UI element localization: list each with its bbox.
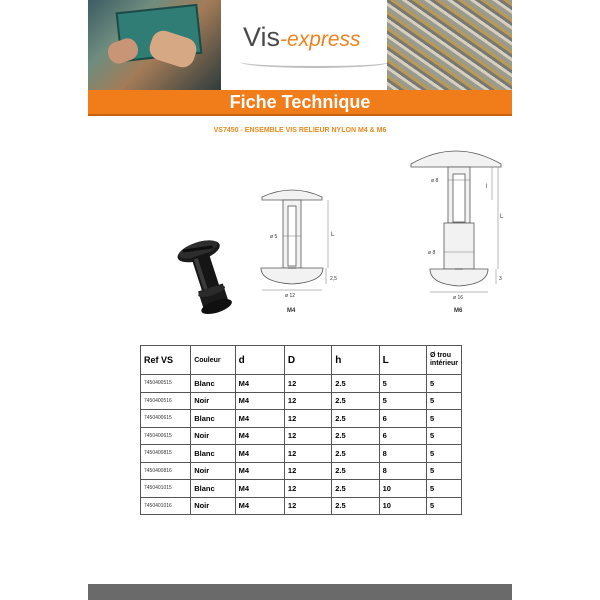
table-row bbox=[141, 410, 462, 428]
table-row bbox=[141, 392, 462, 410]
cell-trou: 5 bbox=[426, 462, 461, 480]
cell-couleur: Blanc bbox=[191, 480, 235, 498]
m4-h-label: 2,5 bbox=[330, 276, 337, 282]
cell-h: 2.5 bbox=[332, 480, 379, 498]
cell-d: M4 bbox=[235, 497, 284, 515]
cell-trou: 5 bbox=[426, 480, 461, 498]
cell-h: 2.5 bbox=[332, 375, 379, 393]
trou-line2: intérieur bbox=[429, 360, 458, 367]
cell-trou: 5 bbox=[426, 392, 461, 410]
cell-L: 10 bbox=[379, 497, 426, 515]
screws-pile-photo bbox=[387, 0, 512, 90]
footer-bar bbox=[88, 584, 512, 600]
table-header-row bbox=[141, 346, 462, 375]
cell-h: 2.5 bbox=[332, 392, 379, 410]
header-banner bbox=[88, 0, 512, 90]
table-row bbox=[141, 480, 462, 498]
cell-trou: 5 bbox=[426, 445, 461, 463]
cell-D: 12 bbox=[284, 497, 331, 515]
m4-name: M4 bbox=[287, 308, 296, 314]
cell-ref: 7450401016 bbox=[141, 497, 191, 515]
cell-L: 5 bbox=[379, 375, 426, 393]
cell-D: 12 bbox=[284, 375, 331, 393]
m4-d-label: ø 5 bbox=[270, 234, 278, 240]
cell-trou: 5 bbox=[426, 427, 461, 445]
m6-D-label: ø 16 bbox=[453, 295, 464, 301]
cell-h: 2.5 bbox=[332, 410, 379, 428]
brand-accent: -express bbox=[280, 28, 361, 51]
cell-ref: 7450401015 bbox=[141, 480, 191, 498]
cell-couleur: Blanc bbox=[191, 375, 235, 393]
table-row bbox=[141, 497, 462, 515]
cell-D: 12 bbox=[284, 427, 331, 445]
cell-L: 5 bbox=[379, 392, 426, 410]
cell-L: 6 bbox=[379, 410, 426, 428]
table-row bbox=[141, 445, 462, 463]
m6-L-label: L bbox=[500, 214, 504, 220]
cell-d: M4 bbox=[235, 427, 284, 445]
cell-d: M4 bbox=[235, 375, 284, 393]
cell-ref: 7450400516 bbox=[141, 392, 191, 410]
m6-h-label: 3 bbox=[499, 276, 502, 282]
cell-h: 2.5 bbox=[332, 445, 379, 463]
cell-d: M4 bbox=[235, 462, 284, 480]
cell-d: M4 bbox=[235, 445, 284, 463]
m4-L-label: L bbox=[331, 232, 335, 238]
col-header-D: D bbox=[284, 346, 331, 375]
product-subtitle: VS7450 - ENSEMBLE VIS RELIEUR NYLON M4 & M6 bbox=[213, 127, 387, 134]
cell-couleur: Noir bbox=[191, 497, 235, 515]
cell-trou: 5 bbox=[426, 410, 461, 428]
cell-ref: 7450400615 bbox=[141, 410, 191, 428]
electronics-workbench-photo bbox=[88, 0, 221, 90]
col-header-couleur: Couleur bbox=[191, 346, 235, 375]
cell-ref: 7450400615 bbox=[141, 427, 191, 445]
logo-swoosh bbox=[240, 56, 390, 68]
cell-D: 12 bbox=[284, 410, 331, 428]
m4-D-label: ø 12 bbox=[285, 293, 296, 299]
cell-L: 6 bbox=[379, 427, 426, 445]
table-row bbox=[141, 427, 462, 445]
cell-L: 10 bbox=[379, 480, 426, 498]
cell-couleur: Noir bbox=[191, 427, 235, 445]
cell-D: 12 bbox=[284, 392, 331, 410]
m6-d-label: ø 8 bbox=[428, 250, 436, 256]
cell-L: 8 bbox=[379, 462, 426, 480]
technical-diagram bbox=[248, 140, 508, 320]
cell-h: 2.5 bbox=[332, 462, 379, 480]
m6-name: M6 bbox=[454, 308, 463, 314]
col-header-trou bbox=[426, 346, 461, 375]
brand-logo bbox=[243, 22, 361, 53]
cell-ref: 7450400816 bbox=[141, 462, 191, 480]
spec-table bbox=[140, 345, 462, 515]
brand-main: Vis bbox=[243, 22, 281, 52]
table-row bbox=[141, 375, 462, 393]
cell-couleur: Noir bbox=[191, 392, 235, 410]
cell-couleur: Blanc bbox=[191, 445, 235, 463]
cell-couleur: Noir bbox=[191, 462, 235, 480]
col-header-L: L bbox=[379, 346, 426, 375]
cell-D: 12 bbox=[284, 462, 331, 480]
cell-D: 12 bbox=[284, 445, 331, 463]
col-header-ref: Ref VS bbox=[141, 346, 191, 375]
cell-d: M4 bbox=[235, 410, 284, 428]
m6-dtop-label: ø 8 bbox=[431, 178, 439, 184]
cell-ref: 7450400815 bbox=[141, 445, 191, 463]
cell-d: M4 bbox=[235, 392, 284, 410]
cell-couleur: Blanc bbox=[191, 410, 235, 428]
trou-line1: Ø trou bbox=[429, 352, 451, 359]
m6-l-label: l bbox=[486, 184, 488, 190]
cell-ref: 7450400515 bbox=[141, 375, 191, 393]
table-row bbox=[141, 462, 462, 480]
col-header-d: d bbox=[235, 346, 284, 375]
page-title: Fiche Technique bbox=[229, 92, 371, 112]
cell-D: 12 bbox=[284, 480, 331, 498]
m6-drawing bbox=[411, 151, 501, 286]
cell-trou: 5 bbox=[426, 375, 461, 393]
cell-trou: 5 bbox=[426, 497, 461, 515]
datasheet-page bbox=[88, 0, 512, 600]
col-header-h: h bbox=[332, 346, 379, 375]
cell-h: 2.5 bbox=[332, 497, 379, 515]
cell-d: M4 bbox=[235, 480, 284, 498]
product-photo bbox=[170, 230, 245, 325]
cell-h: 2.5 bbox=[332, 427, 379, 445]
cell-L: 8 bbox=[379, 445, 426, 463]
